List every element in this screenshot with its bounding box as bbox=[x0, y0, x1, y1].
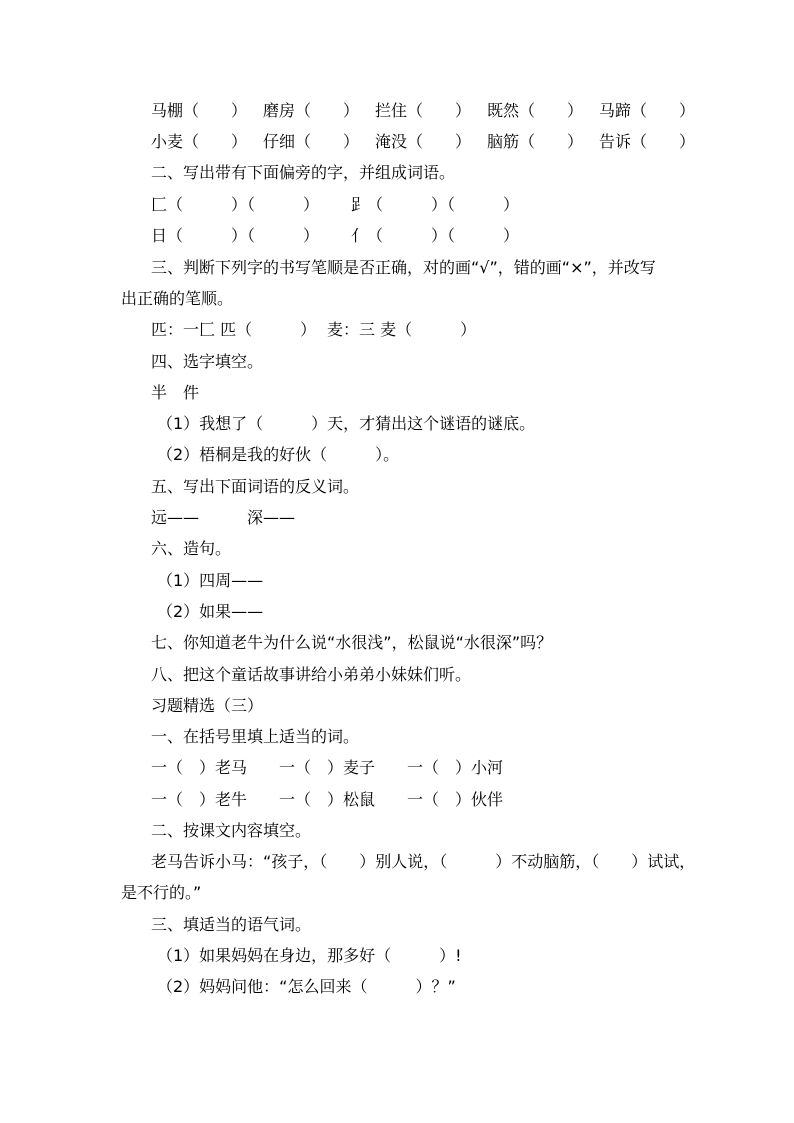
antonym-item: 深—— bbox=[247, 508, 296, 527]
passage-line-continued: 是不行的。” bbox=[121, 883, 202, 902]
stroke-order-item: 匹：一匚 匹（ ） bbox=[151, 320, 317, 339]
word-row-2 bbox=[0, 130, 794, 154]
radical-item: 日（ ）（ ） bbox=[151, 226, 320, 245]
fill-item: 一（ ）麦子 bbox=[279, 758, 376, 777]
word-item: 脑筋（ ） bbox=[487, 132, 584, 151]
fill-item: 一（ ）松鼠 bbox=[279, 790, 376, 809]
word-item: 马棚（ ） bbox=[151, 101, 248, 120]
radical-row-2 bbox=[0, 224, 794, 248]
radical-row-1 bbox=[0, 193, 794, 217]
question-item: （2）如果—— bbox=[157, 602, 264, 621]
word-row-1 bbox=[0, 99, 794, 123]
question-item: （2）妈妈问他：“怎么回来（ ）？” bbox=[157, 977, 456, 996]
question-item: （1）四周—— bbox=[157, 571, 264, 590]
section-heading: 七、你知道老牛为什么说“水很浅”，松鼠说“水很深”吗？ bbox=[151, 633, 553, 652]
section-heading: 一、在括号里填上适当的词。 bbox=[151, 727, 360, 746]
stroke-order-item: 麦：三 麦（ ） bbox=[327, 320, 477, 339]
word-item: 马蹄（ ） bbox=[599, 101, 696, 120]
question-item: （2）梧桐是我的好伙（ ）。 bbox=[157, 445, 400, 464]
word-item: 淹没（ ） bbox=[375, 132, 472, 151]
section-heading: 二、按课文内容填空。 bbox=[151, 821, 312, 840]
fill-row-2 bbox=[0, 788, 794, 812]
question-item: （1）我想了（ ）天，才猜出这个谜语的谜底。 bbox=[157, 414, 536, 433]
passage-line: 老马告诉小马：“孩子，（ ）别人说，（ ）不动脑筋，（ ）试试， bbox=[151, 852, 696, 871]
stroke-order-row bbox=[0, 318, 794, 342]
word-item: 小麦（ ） bbox=[151, 132, 248, 151]
word-item: 告诉（ ） bbox=[599, 132, 696, 151]
fill-item: 一（ ）伙伴 bbox=[407, 790, 504, 809]
section-heading: 六、造句。 bbox=[151, 539, 232, 558]
radical-item: 匚（ ）（ ） bbox=[151, 195, 320, 214]
question-item: （1）如果妈妈在身边，那多好（ ）! bbox=[157, 946, 462, 965]
section-heading: 四、选字填空。 bbox=[151, 352, 264, 371]
word-item: 仔细（ ） bbox=[263, 132, 360, 151]
word-item: 磨房（ ） bbox=[263, 101, 360, 120]
word-item: 拦住（ ） bbox=[375, 101, 472, 120]
section-heading: 八、把这个童话故事讲给小弟弟小妹妹们听。 bbox=[151, 665, 472, 684]
fill-item: 一（ ）老马 bbox=[151, 758, 248, 777]
part-title: 习题精选（三） bbox=[151, 696, 264, 715]
radical-item: 亻（ ）（ ） bbox=[351, 226, 520, 245]
word-options: 半 件 bbox=[151, 383, 200, 402]
fill-item: 一（ ）老牛 bbox=[151, 790, 248, 809]
antonym-row bbox=[0, 506, 794, 530]
section-heading: 二、写出带有下面偏旁的字，并组成词语。 bbox=[151, 163, 456, 182]
word-item: 既然（ ） bbox=[487, 101, 584, 120]
section-heading: 五、写出下面词语的反义词。 bbox=[151, 477, 360, 496]
fill-item: 一（ ）小河 bbox=[407, 758, 504, 777]
antonym-item: 远—— bbox=[151, 508, 200, 527]
section-heading: 三、填适当的语气词。 bbox=[151, 915, 312, 934]
fill-row-1 bbox=[0, 756, 794, 780]
section-heading: 三、判断下列字的书写笔顺是否正确，对的画“√”，错的画“×”，并改写 bbox=[151, 258, 656, 277]
radical-item: 𧾷（ ）（ ） bbox=[351, 195, 520, 214]
section-heading-continued: 出正确的笔顺。 bbox=[121, 289, 234, 308]
